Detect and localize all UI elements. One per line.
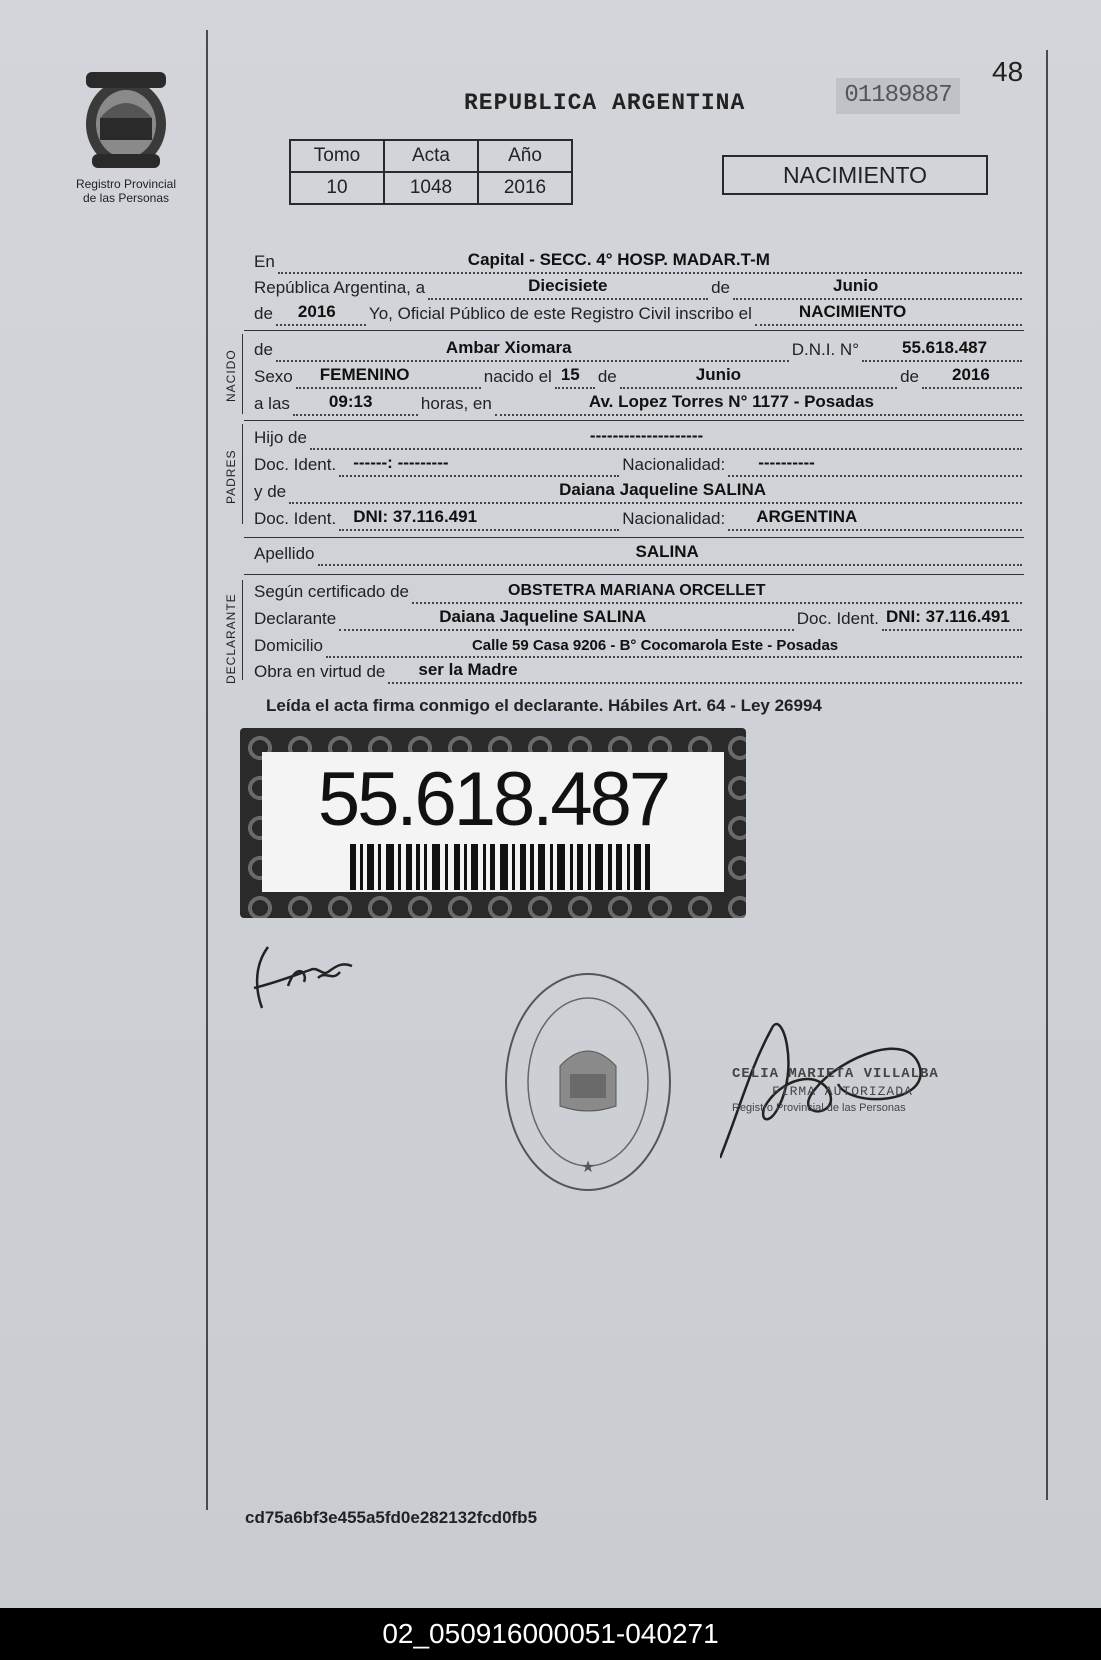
official-seal-icon xyxy=(500,966,676,1198)
birth-place-value: Av. Lopez Torres N° 1177 - Posadas xyxy=(588,392,875,411)
father-doc-value: ------: --------- xyxy=(353,453,449,472)
legal-statement: Leída el acta firma conmigo el declarante. Hábiles Art. 64 - Ley 26994 xyxy=(266,696,822,715)
day-words-value: Diecisiete xyxy=(528,276,608,295)
declarante-side-label: DECLARANTE xyxy=(224,593,238,684)
birth-year-value: 2016 xyxy=(952,365,990,384)
tomo-header: Tomo xyxy=(290,140,384,172)
official-name-stamp: CELIA MARIETA VILLALBA xyxy=(732,1066,939,1082)
mother-name-value: Daiana Jaqueline SALINA xyxy=(559,480,767,499)
serial-number: 01189887 xyxy=(836,78,960,114)
barcode-icon xyxy=(350,844,650,890)
anio-header: Año xyxy=(478,140,572,172)
newborn-name-value: Ambar Xiomara xyxy=(445,338,572,357)
acta-value: 1048 xyxy=(384,172,478,204)
register-header-row xyxy=(290,140,572,172)
newborn-dni-value: 55.618.487 xyxy=(902,338,988,357)
address-row: Domicilio Calle 59 Casa 9206 - B° Cocomarola Este - Posadas xyxy=(254,632,1025,658)
surname-row: Apellido SALINA xyxy=(254,540,1025,566)
mother-nationality-value: ARGENTINA xyxy=(756,507,858,526)
mother-doc-value: DNI: 37.116.491 xyxy=(353,507,478,526)
father-name-value: -------------------- xyxy=(589,426,704,445)
svg-text:★: ★ xyxy=(580,1159,596,1176)
left-margin-line xyxy=(206,30,208,1510)
declarant-doc-value: DNI: 37.116.491 xyxy=(886,607,1010,626)
capacity-value: ser la Madre xyxy=(418,660,518,679)
capacity-row: Obra en virtud de ser la Madre xyxy=(254,658,1025,684)
divider xyxy=(244,537,1024,538)
mother-doc-row: Doc. Ident. DNI: 37.116.491 Nacionalidad: ARGENTINA xyxy=(254,505,1025,531)
birth-details-row: Sexo FEMENINO nacido el 15 de Junio de 2016 xyxy=(254,363,1025,389)
file-code: 02_050916000051-040271 xyxy=(382,1618,719,1649)
address-value: Calle 59 Casa 9206 - B° Cocomarola Este - Posadas xyxy=(471,637,839,654)
certificate-row: Según certificado de OBSTETRA MARIANA ORCELLET xyxy=(254,578,1025,604)
location-value: Capital - SECC. 4° HOSP. MADAR.T-M xyxy=(467,250,770,269)
event-value: NACIMIENTO xyxy=(798,302,907,321)
misiones-seal-logo xyxy=(78,68,174,174)
divider xyxy=(244,420,1024,421)
father-nationality-value: ---------- xyxy=(758,453,815,472)
registry-caption: Registro Provincial de las Personas xyxy=(75,177,177,205)
document-hash: cd75a6bf3e455a5fd0e282132fcd0fb5 xyxy=(245,1508,538,1527)
declarant-value: Daiana Jaqueline SALINA xyxy=(439,607,647,626)
anio-value: 2016 xyxy=(478,172,572,204)
date-row: República Argentina, a Diecisiete de Junio xyxy=(254,274,1025,300)
year-value: 2016 xyxy=(297,302,336,321)
record-type-box: NACIMIENTO xyxy=(722,155,988,195)
birth-day-value: 15 xyxy=(560,365,580,384)
mother-row: y de Daiana Jaqueline SALINA xyxy=(254,478,1025,504)
dni-label-number: 55.618.487 xyxy=(317,757,669,842)
certificate-value: OBSTETRA MARIANA ORCELLET xyxy=(508,582,766,599)
divider xyxy=(244,330,1024,331)
birth-month-value: Junio xyxy=(695,365,742,384)
acta-header: Acta xyxy=(384,140,478,172)
birth-time-value: 09:13 xyxy=(328,392,373,411)
month-value: Junio xyxy=(832,276,879,295)
tomo-value: 10 xyxy=(290,172,384,204)
country-title: REPUBLICA ARGENTINA xyxy=(464,90,746,116)
location-row: En Capital - SECC. 4° HOSP. MADAR.T-M xyxy=(254,248,1025,274)
sex-value: FEMENINO xyxy=(319,365,410,384)
declarant-row: Declarante Daiana Jaqueline SALINA Doc. Ident. DNI: 37.116.491 xyxy=(254,605,1025,631)
nacido-side-label: NACIDO xyxy=(224,349,238,402)
page-number: 48 xyxy=(992,56,1024,87)
official-org-stamp: Registro Provincial de las Personas xyxy=(732,1102,906,1114)
official-role-stamp: FIRMA AUTORIZADA xyxy=(772,1084,913,1099)
birth-place-row: a las 09:13 horas, en Av. Lopez Torres N° 1177 - Posadas xyxy=(254,390,1025,416)
register-table xyxy=(289,139,573,205)
surname-value: SALINA xyxy=(635,542,699,561)
scan-footer xyxy=(0,1608,1101,1660)
newborn-name-row: de Ambar Xiomara D.N.I. N° 55.618.487 xyxy=(254,336,1025,362)
padres-side-label: PADRES xyxy=(224,449,238,504)
father-row: Hijo de -------------------- xyxy=(254,424,1025,450)
year-row: de 2016 Yo, Oficial Público de este Registro Civil inscribo el NACIMIENTO xyxy=(254,300,1025,326)
dni-security-label xyxy=(240,728,746,918)
divider xyxy=(244,574,1024,575)
father-doc-row: Doc. Ident. ------: --------- Nacionalidad: ---------- xyxy=(254,451,1025,477)
declarant-signature-icon xyxy=(248,942,358,1012)
register-value-row xyxy=(290,172,572,204)
right-margin-line xyxy=(1046,50,1048,1500)
